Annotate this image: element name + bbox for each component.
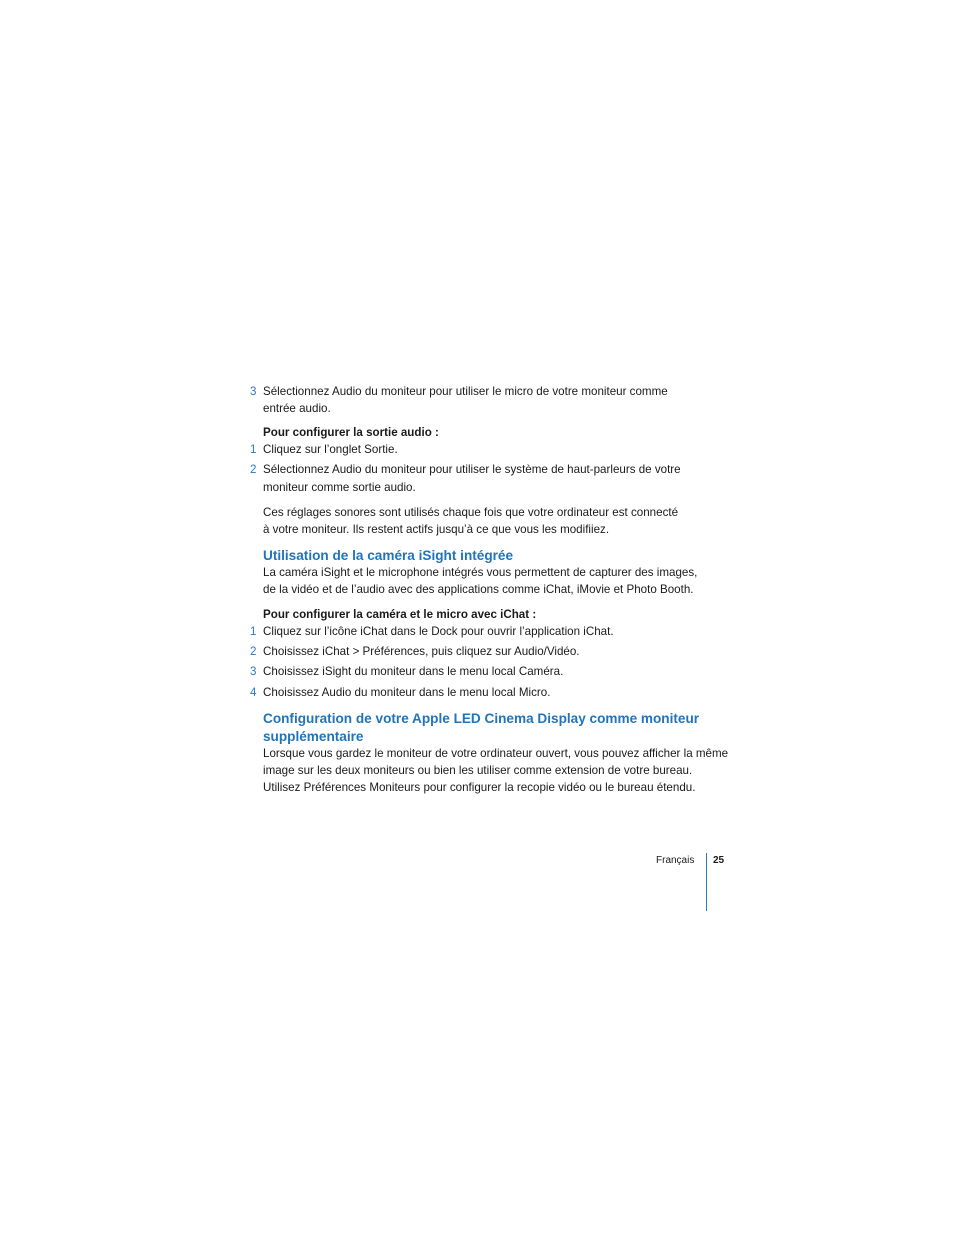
isight-intro-continued: de la vidéo et de l’audio avec des applications comme iChat, iMovie et Photo Booth. [263,583,694,596]
step-number: 4 [250,686,257,699]
output-procedure-heading: Pour configurer la sortie audio : [263,426,439,439]
step-number: 3 [250,385,257,398]
step-text: Sélectionnez Audio du moniteur pour utiliser le système de haut-parleurs de votre [263,463,681,476]
step-text: Choisissez iSight du moniteur dans le menu local Caméra. [263,665,564,678]
step-number: 1 [250,443,257,456]
step-text: Sélectionnez Audio du moniteur pour utiliser le micro de votre moniteur comme [263,385,668,398]
settings-note: Ces réglages sonores sont utilisés chaque fois que votre ordinateur est connecté [263,506,679,519]
footer-divider [706,853,707,911]
step-number: 1 [250,625,257,638]
footer-language: Français [656,855,695,866]
step-text: Cliquez sur l’icône iChat dans le Dock pour ouvrir l’application iChat. [263,625,614,638]
isight-intro: La caméra iSight et le microphone intégrés vous permettent de capturer des images, [263,566,698,579]
display-section-body: Lorsque vous gardez le moniteur de votre ordinateur ouvert, vous pouvez afficher la même [263,747,729,760]
step-text: Cliquez sur l’onglet Sortie. [263,443,398,456]
display-section-title: Configuration de votre Apple LED Cinema Display comme moniteur [263,711,700,726]
isight-section-title: Utilisation de la caméra iSight intégrée [263,548,514,563]
step-text: Choisissez Audio du moniteur dans le menu local Micro. [263,686,551,699]
step-number: 2 [250,463,257,476]
page-number: 25 [713,855,725,866]
step-text-continued: moniteur comme sortie audio. [263,481,416,494]
settings-note-continued: à votre moniteur. Ils restent actifs jusqu’à ce que vous les modifiiez. [263,523,610,536]
display-section-body-continued: Utilisez Préférences Moniteurs pour configurer la recopie vidéo ou le bureau étendu. [263,781,696,794]
step-text-continued: entrée audio. [263,402,331,415]
step-text: Choisissez iChat > Préférences, puis cliquez sur Audio/Vidéo. [263,645,580,658]
step-number: 3 [250,665,257,678]
step-number: 2 [250,645,257,658]
isight-procedure-heading: Pour configurer la caméra et le micro avec iChat : [263,608,537,621]
display-section-title-continued: supplémentaire [263,729,364,744]
display-section-body-continued: image sur les deux moniteurs ou bien les utiliser comme extension de votre bureau. [263,764,693,777]
